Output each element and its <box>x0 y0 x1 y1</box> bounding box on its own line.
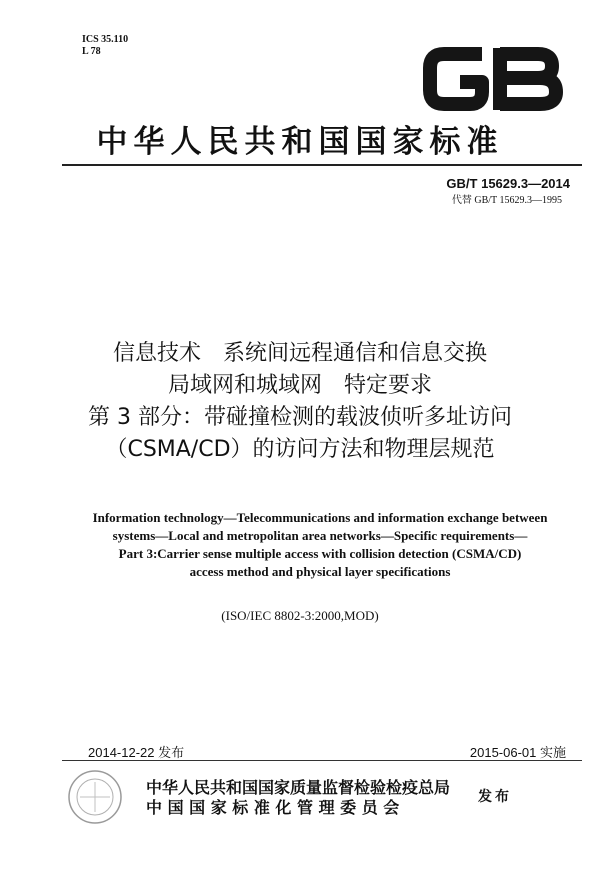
gb-logo-icon <box>420 40 565 118</box>
footer-divider <box>62 760 582 761</box>
issuer-sac: 中 国 国 家 标 准 化 管 理 委 员 会 <box>146 798 400 817</box>
english-title <box>40 509 600 581</box>
chinese-title-line: （CSMA/CD）的访问方法和物理层规范 <box>105 437 495 462</box>
implementation-date: 2015-06-01 实施 <box>469 745 566 760</box>
issuer-aqsiq: 中华人民共和国国家质量监督检验检疫总局 <box>146 778 451 797</box>
iso-equivalent: (ISO/IEC 8802-3:2000,MOD) <box>221 608 379 623</box>
chinese-title <box>0 338 600 466</box>
english-title-line: access method and physical layer specifications <box>189 564 451 579</box>
classification-codes <box>82 34 128 58</box>
chinese-title-line: 第 3 部分：带碰撞检测的载波侦听多址访问 <box>88 405 512 430</box>
english-title-line: systems—Local and metropolitan area networks—Specific requirements— <box>112 528 528 543</box>
seal-stamp-icon <box>66 768 124 826</box>
chinese-title-line: 局域网和城域网 特定要求 <box>167 373 432 398</box>
issue-date: 2014-12-22 发布 <box>88 745 185 760</box>
standard-number: GB/T 15629.3—2014 <box>446 176 570 191</box>
standard-title: 中华人民共和国国家标准 <box>96 124 504 160</box>
ccs-code: L 78 <box>82 46 101 57</box>
issued-label: 发布 <box>478 789 512 805</box>
title-divider <box>62 164 582 166</box>
ics-code: ICS 35.110 <box>82 34 129 45</box>
english-title-line: Part 3:Carrier sense multiple access with collision detection (CSMA/CD) <box>118 546 522 561</box>
issuing-authorities <box>146 778 450 818</box>
replaced-standard: 代替 GB/T 15629.3—1995 <box>451 195 562 206</box>
english-title-line: Information technology—Telecommunications and information exchange between <box>92 510 548 525</box>
chinese-title-line: 信息技术 系统间远程通信和信息交换 <box>112 341 487 366</box>
